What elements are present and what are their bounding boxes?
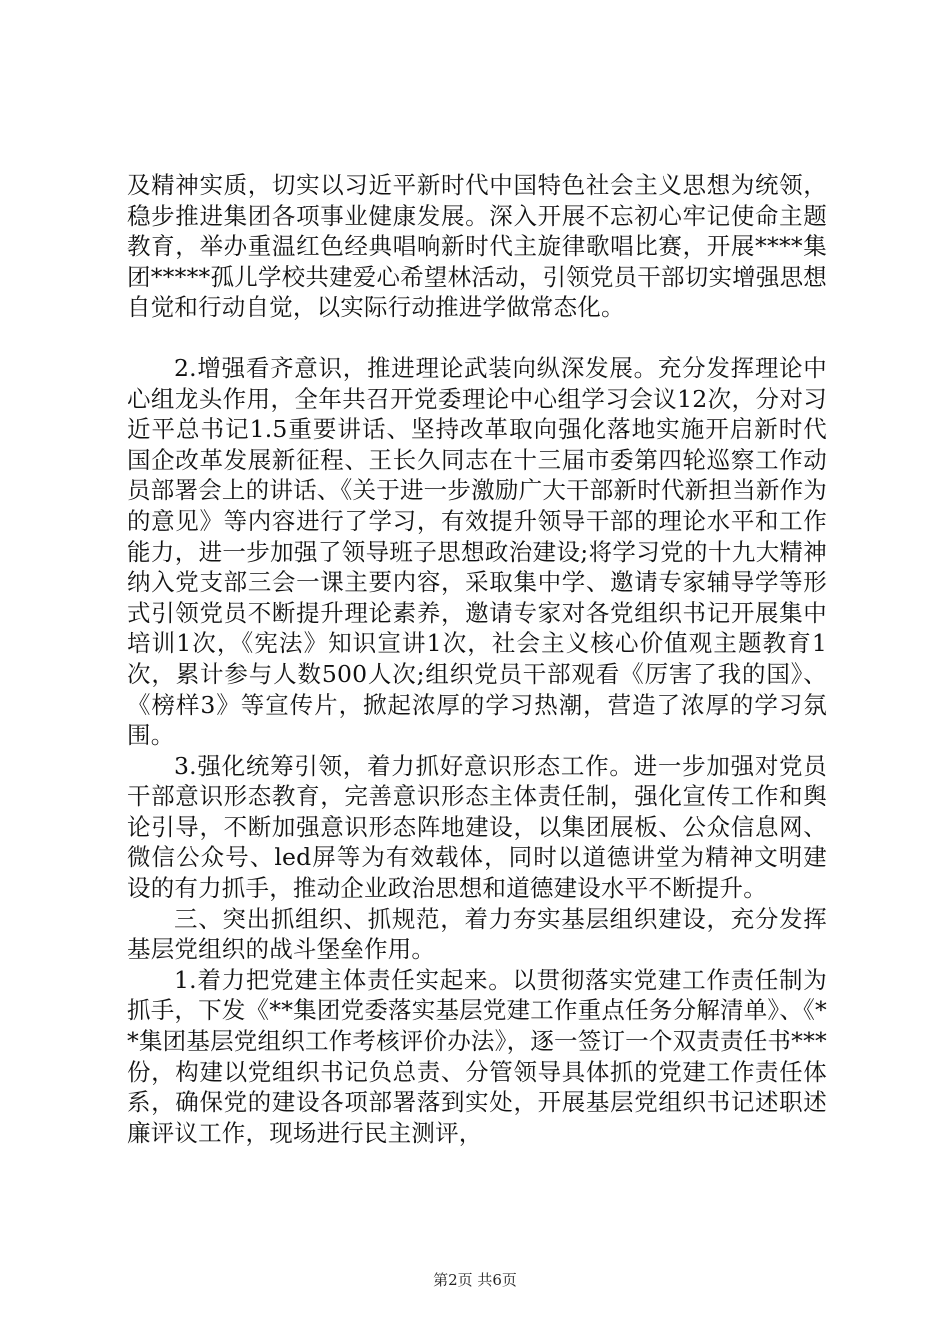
paragraph-party-responsibility: 1.着力把党建主体责任实起来。以贯彻落实党建工作责任制为抓手，下发《**集团党委落实基层党建工作重点任务分解清单》、《**集团基层党组织工作考核评价办法》，逐一签订一个双责责任书***份，构建以党组织书记负总责、分管领导具体抓的党建工作责任体系，确保党的建设各项部署落到实处，开展基层党组织书记述职述廉评议工作，现场进行民主测评， xyxy=(127,965,827,1147)
page-number: 第2页 共6页 xyxy=(433,1271,517,1289)
section-heading-organization: 三、突出抓组织、抓规范，着力夯实基层组织建设，充分发挥基层党组织的战斗堡垒作用。 xyxy=(127,904,827,964)
document-body xyxy=(127,170,827,1148)
paragraph-theory-study: 2.增强看齐意识，推进理论武装向纵深发展。充分发挥理论中心组龙头作用，全年共召开党委理论中心组学习会议12次，分对习近平总书记1.5重要讲话、坚持改革取向强化落地实施开启新时代国企改革发展新征程、王长久同志在十三届市委第四轮巡察工作动员部署会上的讲话、《关于进一步激励广大干部新时代新担当新作为的意见》等内容进行了学习，有效提升领导干部的理论水平和工作能力，进一步加强了领导班子思想政治建设;将学习党的十九大精神纳入党支部三会一课主要内容，采取集中学、邀请专家辅导学等形式引领党员不断提升理论素养，邀请专家对各党组织书记开展集中培训1次，《宪法》知识宣讲1次，社会主义核心价值观主题教育1次，累计参与人数500人次;组织党员干部观看《厉害了我的国》、《榜样3》等宣传片，掀起浓厚的学习热潮，营造了浓厚的学习氛围。 xyxy=(127,353,827,750)
paragraph-continuation: 及精神实质，切实以习近平新时代中国特色社会主义思想为统领，稳步推进集团各项事业健康发展。深入开展不忘初心牢记使命主题教育，举办重温红色经典唱响新时代主旋律歌唱比赛，开展****集团*****孤儿学校共建爱心希望林活动，引领党员干部切实增强思想自觉和行动自觉，以实际行动推进学做常态化。 xyxy=(127,171,827,322)
paragraph-ideology-work: 3.强化统筹引领，着力抓好意识形态工作。进一步加强对党员干部意识形态教育，完善意识形态主体责任制，强化宣传工作和舆论引导，不断加强意识形态阵地建设，以集团展板、公众信息网、微信公众号、led屏等为有效载体，同时以道德讲堂为精神文明建设的有力抓手，推动企业政治思想和道德建设水平不断提升。 xyxy=(127,751,827,903)
